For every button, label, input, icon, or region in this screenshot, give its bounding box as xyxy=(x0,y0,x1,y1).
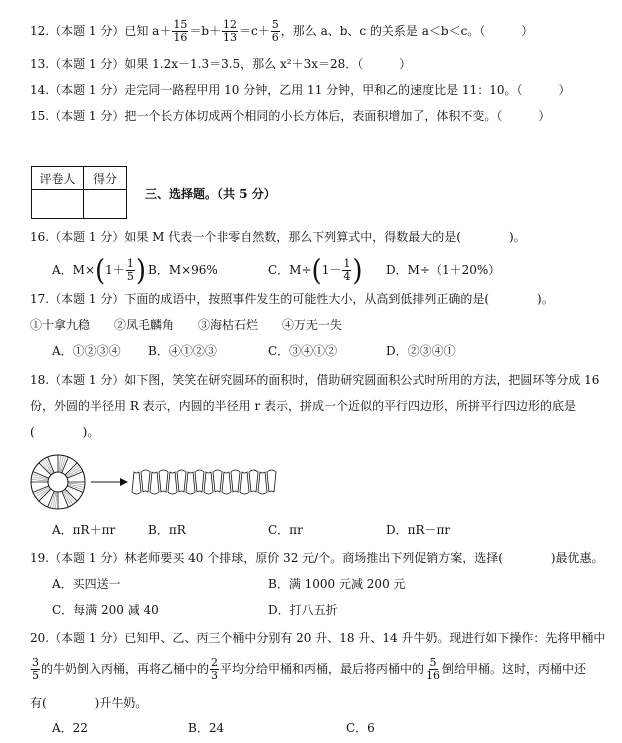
score-table-header-score: 得分 xyxy=(84,167,127,190)
q17-option-b[interactable]: B．④①②③ xyxy=(148,344,217,358)
parallelogram-segment xyxy=(240,472,249,494)
q20-text-a: 的牛奶倒入丙桶，再将乙桶中的 xyxy=(41,662,210,676)
parallelogram-segment xyxy=(222,472,231,494)
q12-fraction-1 xyxy=(172,19,188,44)
fraction-numerator: 1 xyxy=(343,257,351,270)
q18-option-a[interactable]: A．πR＋πr xyxy=(52,523,116,537)
fraction-numerator: 12 xyxy=(223,18,238,31)
question-20-line-3: 有( )升牛奶。 xyxy=(30,696,148,710)
q12-fraction-3 xyxy=(271,19,280,44)
section-title: 三、选择题。（共 5 分） xyxy=(145,187,276,201)
parallelogram-segment xyxy=(195,470,204,492)
right-paren: ) xyxy=(135,254,146,287)
parallelogram-strip xyxy=(132,470,276,494)
q17-option-c[interactable]: C．③④①② xyxy=(268,344,338,358)
question-17: 17.（本题 1 分）下面的成语中，按照事件发生的可能性大小，从高到低排列正确的是( )。 xyxy=(30,292,554,306)
option-label: C．M÷ xyxy=(268,263,312,277)
question-12 xyxy=(30,19,533,44)
fraction-denominator: 4 xyxy=(343,270,351,283)
parallelogram-segment xyxy=(231,470,240,492)
fraction-numerator: 5 xyxy=(429,656,437,669)
parallelogram-segment xyxy=(213,470,222,492)
question-20-line-2 xyxy=(30,655,586,683)
fraction-denominator: 16 xyxy=(426,669,441,682)
q16-option-d[interactable]: D．M÷（1＋20%） xyxy=(386,263,501,277)
q12-text-b: ＝b＋ xyxy=(189,24,222,38)
q20-option-a[interactable]: A．22 xyxy=(52,721,88,735)
q12-text-a: 12.（本题 1 分）已知 a＋ xyxy=(30,24,172,38)
left-paren: ( xyxy=(95,254,106,287)
score-table-score-cell[interactable] xyxy=(84,190,127,219)
q16-option-b[interactable]: B．M×96% xyxy=(148,263,218,277)
q17-option-a[interactable]: A．①②③④ xyxy=(52,344,121,358)
parallelogram-segment xyxy=(267,470,276,492)
q12-text-c: ＝c＋ xyxy=(239,24,270,38)
q20-fraction-2 xyxy=(210,657,219,682)
option-expr: 1＋ xyxy=(105,263,125,277)
parallelogram-segment xyxy=(132,472,141,494)
question-18-line-3: ( )。 xyxy=(30,425,100,439)
parallelogram-segment xyxy=(141,470,150,492)
annulus-figure xyxy=(28,452,288,512)
q19-option-c[interactable]: C．每满 200 减 40 xyxy=(52,603,159,617)
question-15: 15.（本题 1 分）把一个长方体切成两个相同的小长方体后，表面积增加了，体积不变。（ ） xyxy=(30,109,551,123)
q20-text-c: 倒给甲桶。这时，丙桶中还 xyxy=(442,662,587,676)
q20-fraction-3 xyxy=(425,657,441,682)
parallelogram-segment xyxy=(204,472,213,494)
score-table xyxy=(31,166,127,219)
q12-text-d: ，那么 a、b、c 的关系是 a＜b＜c。（ ） xyxy=(280,24,534,38)
score-table-grader-cell[interactable] xyxy=(32,190,84,219)
arrow-head-icon xyxy=(120,478,128,486)
q20-option-b[interactable]: B．24 xyxy=(188,721,225,735)
q16-option-c[interactable] xyxy=(268,255,362,285)
q19-option-a[interactable]: A．买四送一 xyxy=(52,577,121,591)
q17-idioms: ①十拿九稳 ②凤毛麟角 ③海枯石烂 ④万无一失 xyxy=(30,318,343,332)
q16-option-a[interactable] xyxy=(52,255,146,285)
question-14: 14.（本题 1 分）走完同一路程甲用 10 分钟，乙用 11 分钟，甲和乙的速度比是 11：10。（ ） xyxy=(30,83,571,97)
parallelogram-segment xyxy=(258,472,267,494)
question-16: 16.（本题 1 分）如果 M 代表一个非零自然数，那么下列算式中，得数最大的是( )。 xyxy=(30,230,526,244)
parallelogram-segment xyxy=(177,470,186,492)
q18-option-b[interactable]: B．πR xyxy=(148,523,186,537)
fraction-denominator: 6 xyxy=(271,31,279,44)
q20-option-c[interactable]: C．6 xyxy=(346,721,375,735)
parallelogram-segment xyxy=(186,472,195,494)
left-paren: ( xyxy=(311,254,322,287)
annulus-ring-icon xyxy=(31,455,85,509)
q20-fraction-1 xyxy=(31,657,40,682)
question-18-line-2: 份，外圆的半径用 R 表示，内圆的半径用 r 表示，拼成一个近似的平行四边形，所拼平行四边形的底是 xyxy=(30,399,577,413)
q19-option-b[interactable]: B．满 1000 元减 200 元 xyxy=(268,577,406,591)
parallelogram-segment xyxy=(249,470,258,492)
q16-c-fraction xyxy=(342,258,351,283)
question-20-line-1: 20.（本题 1 分）已知甲、乙、丙三个桶中分别有 20 升、18 升、14 升牛奶。现进行如下操作：先将甲桶中 xyxy=(30,631,606,645)
q18-option-c[interactable]: C．πr xyxy=(268,523,303,537)
fraction-numerator: 5 xyxy=(271,18,279,31)
fraction-numerator: 15 xyxy=(173,18,188,31)
fraction-numerator: 1 xyxy=(126,257,134,270)
q17-option-d[interactable]: D．②③④① xyxy=(386,344,456,358)
fraction-denominator: 16 xyxy=(173,31,188,44)
parallelogram-segment xyxy=(159,470,168,492)
q20-text-b: 平均分给甲桶和丙桶，最后将丙桶中的 xyxy=(220,662,425,676)
question-18-line-1: 18.（本题 1 分）如下图，笑笑在研究圆环的面积时，借助研究圆面积公式时所用的方法，把圆环等分成 16 xyxy=(30,373,600,387)
question-19: 19.（本题 1 分）林老师要买 40 个排球，原价 32 元/个。商场推出下列促销方案，选择( )最优惠。 xyxy=(30,551,604,565)
fraction-numerator: 3 xyxy=(32,656,39,669)
fraction-numerator: 2 xyxy=(211,656,219,669)
parallelogram-segment xyxy=(150,472,159,494)
right-paren: ) xyxy=(352,254,363,287)
fraction-denominator: 13 xyxy=(223,31,238,44)
q16-a-fraction xyxy=(126,258,135,283)
q12-fraction-2 xyxy=(222,19,238,44)
q19-option-d[interactable]: D．打八五折 xyxy=(268,603,338,617)
fraction-denominator: 3 xyxy=(211,669,219,682)
fraction-denominator: 5 xyxy=(32,669,39,682)
parallelogram-segment xyxy=(168,472,177,494)
question-13: 13.（本题 1 分）如果 1.2x－1.3＝3.5，那么 x²＋3x＝28．（ ） xyxy=(30,57,412,71)
score-table-header-grader: 评卷人 xyxy=(32,167,84,190)
option-label: A．M× xyxy=(52,263,96,277)
q18-option-d[interactable]: D．πR－πr xyxy=(386,523,451,537)
option-expr: 1－ xyxy=(321,263,342,277)
fraction-denominator: 5 xyxy=(126,270,134,283)
